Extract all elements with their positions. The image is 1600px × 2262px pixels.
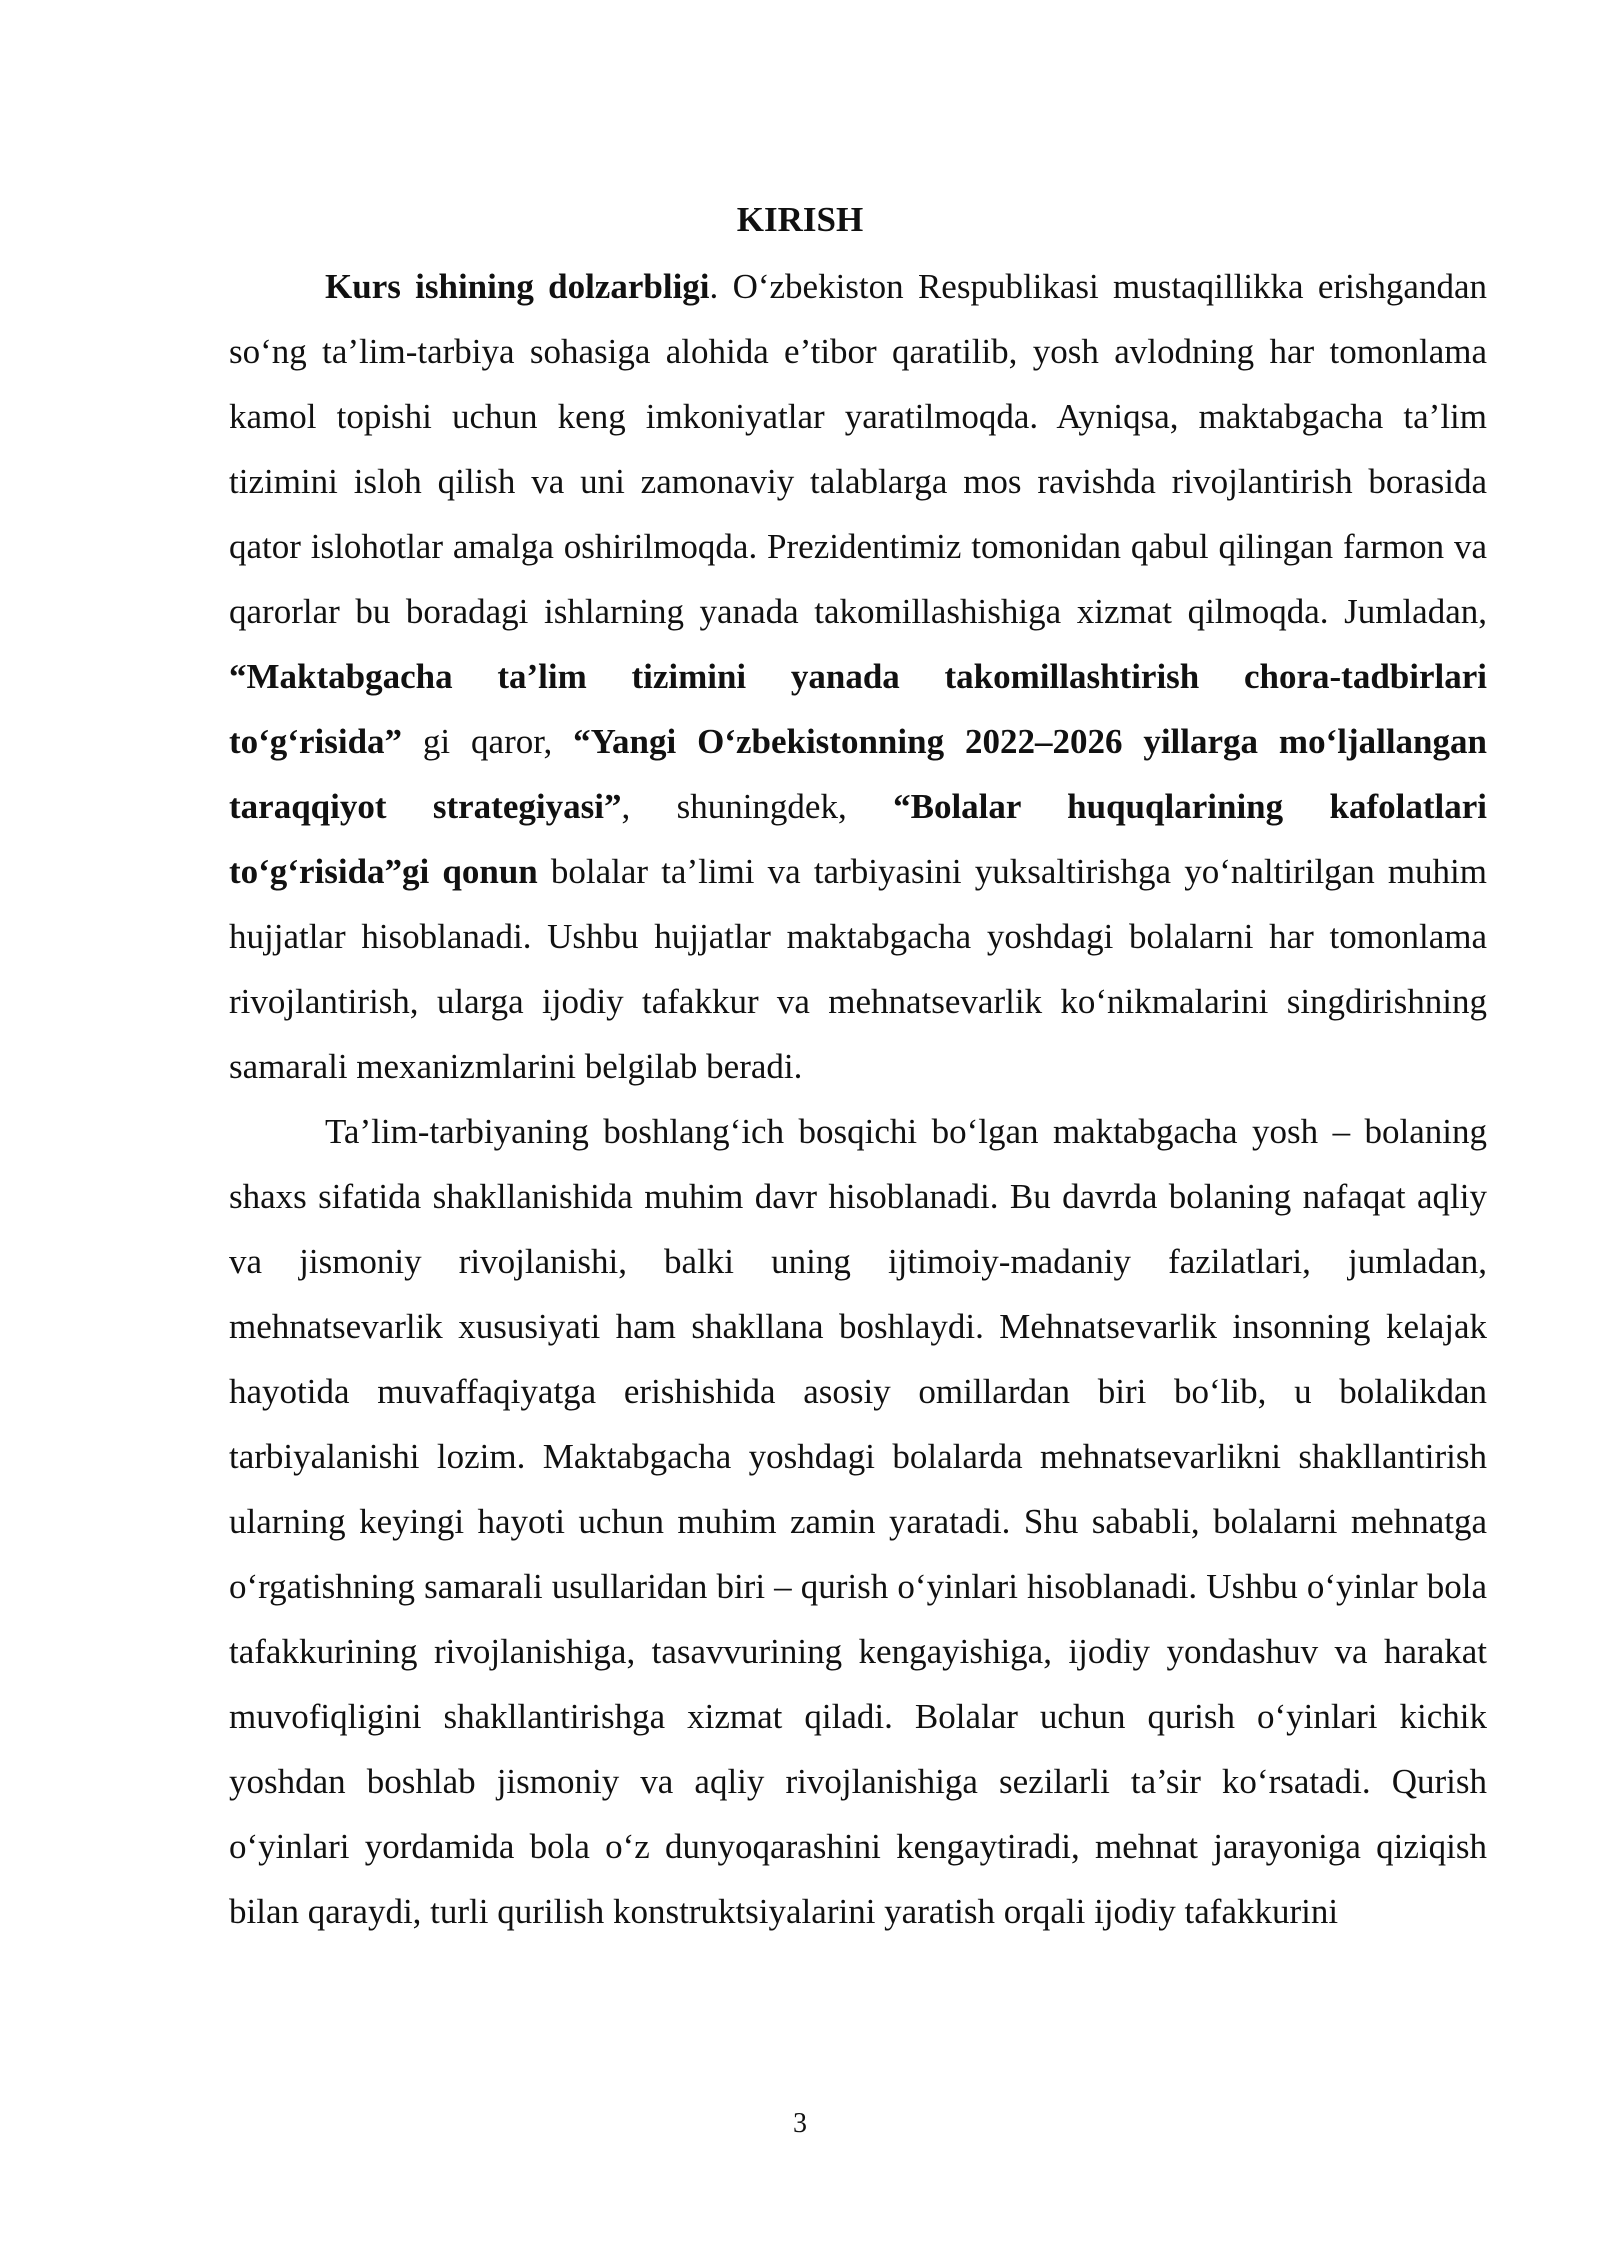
law-title: “Bolalar huquqlarining kafolatlari to‘g‘risida”gi qonun <box>229 787 1487 891</box>
page-number: 3 <box>793 2108 807 2139</box>
decree-title: “Maktabgacha ta’lim tizimini yanada takomillashtirish chora-tadbirlari to‘g‘risida” <box>229 657 1487 761</box>
paragraph-text: , shuningdek, <box>621 787 894 826</box>
paragraph-preschool: Ta’lim-tarbiyaning boshlang‘ich bosqichi bo‘lgan maktabgacha yosh – bolaning shaxs sifatida shakllanishida muhim davr hisoblanadi. Bu davrda bolaning nafaqat aqliy va jismoniy rivojlanishi, balki uning ijtimoiy-madaniy fazilatlari, jumladan, mehnatsevarlik xususiyati ham shakllana boshlaydi. Mehnatsevarlik insonning kelajak hayotida muvaffaqiyatga erishishida asosiy omillardan biri bo‘lib, u bolalikdan tarbiyalanishi lozim. Maktabgacha yoshdagi bolalarda mehnatsevarlikni shakllantirish ularning keyingi hayoti uchun muhim zamin yaratadi. Shu sababli, bolalarni mehnatga o‘rgatishning samarali usullaridan biri – qurish o‘yinlari hisoblanadi. Ushbu o‘yinlar bola tafakkurining rivojlanishiga, tasavvurining kengayishiga, ijodiy yondashuv va harakat muvofiqligini shakllantirishga xizmat qiladi. Bolalar uchun qurish o‘yinlari kichik yoshdan boshlab jismoniy va aqliy rivojlanishiga sezilarli ta’sir ko‘rsatadi. Qurish o‘yinlari yordamida bola o‘z dunyoqarashini kengaytiradi, mehnat jarayoniga qiziqish bilan qaraydi, turli qurilish konstruktsiyalarini yaratish orqali ijodiy tafakkurini <box>229 1112 1487 1931</box>
paragraph-relevance <box>229 254 1487 1099</box>
body-text <box>229 254 1487 1944</box>
page-title: KIRISH <box>736 200 864 239</box>
paragraph-text: bolalar ta’limi va tarbiyasini yuksaltirishga yo‘naltirilgan muhim hujjatlar hisoblanadi. Ushbu hujjatlar maktabgacha yoshdagi bolalarni har tomonlama rivojlantirish, ularga ijodiy tafakkur va mehnatsevarlik ko‘nikmalarini singdirishning samarali mexanizmlarini belgilab beradi. <box>229 852 1488 1086</box>
relevance-heading: Kurs ishining dolzarbligi <box>325 267 710 306</box>
paragraph-text: . O‘zbekiston Respublikasi mustaqillikka erishgandan so‘ng ta’lim-tarbiya sohasiga alohida e’tibor qaratilib, yosh avlodning har tomonlama kamol topishi uchun keng imkoniyatlar yaratilmoqda. Ayniqsa, maktabgacha ta’lim tizimini isloh qilish va uni zamonaviy talablarga mos ravishda rivojlantirish borasida qator islohotlar amalga oshirilmoqda. Prezidentimiz tomonidan qabul qilingan farmon va qarorlar bu boradagi ishlarning yanada takomillashishiga xizmat qilmoqda. Jumladan, <box>229 267 1487 631</box>
strategy-title: “Yangi O‘zbekistonning 2022–2026 yillarga mo‘ljallangan taraqqiyot strategiyasi” <box>229 722 1487 826</box>
paragraph-text: gi qaror, <box>402 722 574 761</box>
